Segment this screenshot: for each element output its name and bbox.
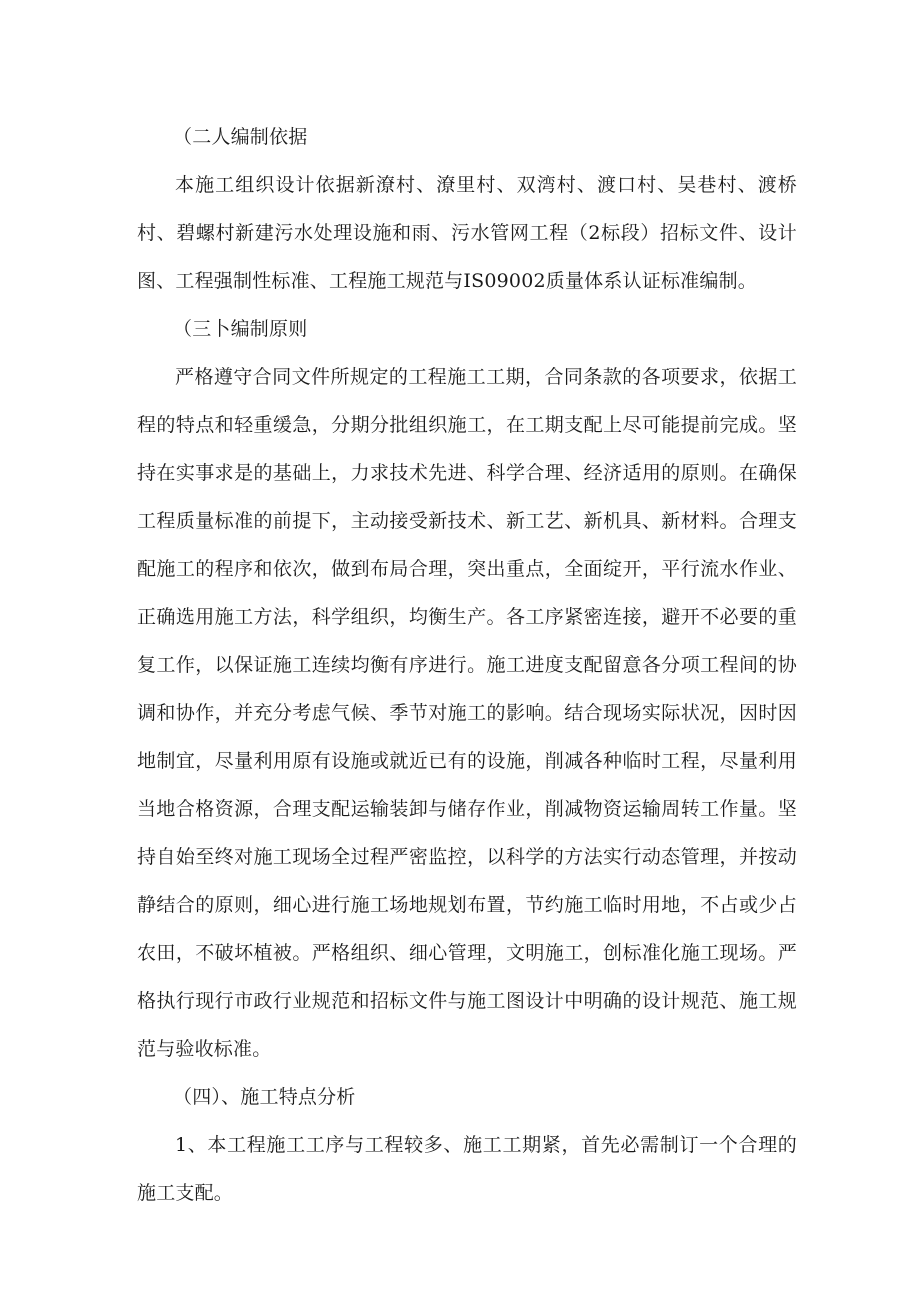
section-heading-basis: （二人编制依据 bbox=[173, 126, 308, 148]
section-heading-principles: （三卜编制原则 bbox=[173, 318, 308, 340]
section-heading-analysis: （四）、施工特点分析 bbox=[173, 1086, 356, 1108]
section-paragraph-basis: 本施工组织设计依据新潦村、潦里村、双湾村、渡口村、吴巷村、渡桥村、碧螺村新建污水处理设施和雨、污水管网工程（2标段）招标文件、设计图、工程强制性标准、工程施工规范与IS09002质量体系认证标准编制。 bbox=[137, 174, 797, 292]
analysis-item-1: 1、本工程施工工序与工程较多、施工工期紧，首先必需制订一个合理的施工支配。 bbox=[137, 1134, 797, 1204]
section-paragraph-principles: 严格遵守合同文件所规定的工程施工工期，合同条款的各项要求，依据工程的特点和轻重缓急，分期分批组织施工，在工期支配上尽可能提前完成。坚持在实事求是的基础上，力求技术先进、科学合理、经济适用的原则。在确保工程质量标准的前提下，主动接受新技术、新工艺、新机具、新材料。合理支配施工的程序和依次，做到布局合理，突出重点，全面绽开，平行流水作业、正确选用施工方法，科学组织，均衡生产。各工序紧密连接，避开不必要的重复工作，以保证施工连续均衡有序进行。施工进度支配留意各分项工程间的协调和协作，并充分考虑气候、季节对施工的影响。结合现场实际状况，因时因地制宜，尽量利用原有设施或就近已有的设施，削减各种临时工程，尽量利用当地合格资源，合理支配运输装卸与储存作业，削减物资运输周转工作量。坚持自始至终对施工现场全过程严密监控，以科学的方法实行动态管理，并按动静结合的原则，细心进行施工场地规划布置，节约施工临时用地，不占或少占农田，不破坏植被。严格组织、细心管理，文明施工，创标准化施工现场。严格执行现行市政行业规范和招标文件与施工图设计中明确的设计规范、施工规范与验收标准。 bbox=[137, 366, 797, 1060]
document-body bbox=[137, 113, 797, 1217]
